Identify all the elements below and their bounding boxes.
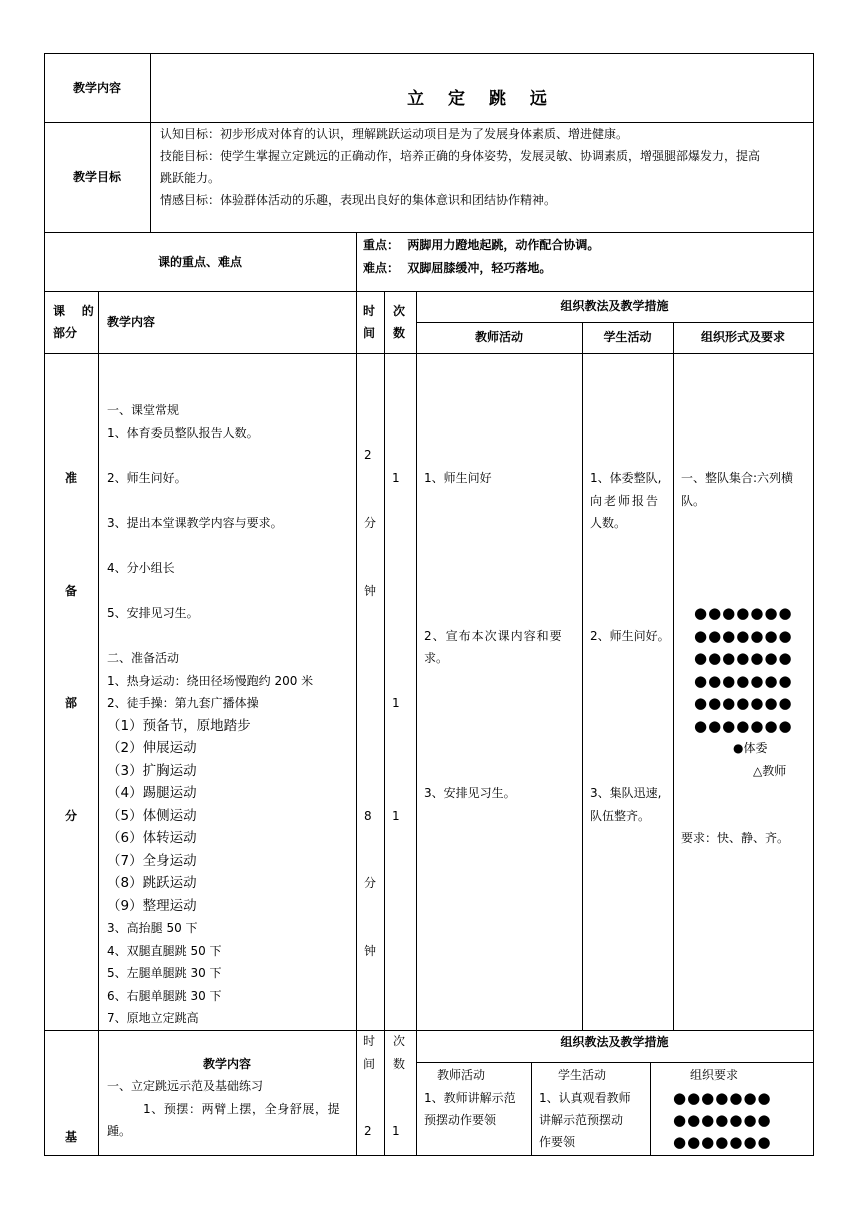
goal-label: 教学目标 bbox=[72, 170, 121, 184]
basic-count-value: 1 bbox=[392, 1124, 400, 1138]
time-unit: 分 bbox=[364, 876, 377, 890]
basic-time-header-1: 时 bbox=[363, 1034, 376, 1048]
formation-row: ●●●●●●● bbox=[694, 717, 793, 735]
basic-teacher-line: 预摆动作要领 bbox=[424, 1113, 497, 1127]
count-value: 1 bbox=[392, 809, 400, 823]
content-line: （7）全身运动 bbox=[107, 853, 197, 869]
basic-time-header-2: 间 bbox=[363, 1057, 376, 1071]
part-header-1: 课 的 bbox=[53, 304, 94, 318]
part-char-basic: 基 bbox=[65, 1130, 78, 1144]
content-line: 3、提出本堂课教学内容与要求。 bbox=[107, 516, 283, 530]
content-line: 5、安排见习生。 bbox=[107, 606, 199, 620]
content-line: 2、徒手操：第九套广播体操 bbox=[107, 696, 259, 710]
content-line: 2、师生问好。 bbox=[107, 471, 187, 485]
basic-content-line: 踵。 bbox=[107, 1124, 132, 1138]
basic-student-header: 学生活动 bbox=[558, 1068, 607, 1082]
part-char-4: 分 bbox=[65, 809, 78, 823]
formation-row: ●●●●●●● bbox=[673, 1111, 772, 1129]
key-point: 重点： 两脚用力蹬地起跳，动作配合协调。 bbox=[363, 238, 600, 252]
basic-teacher-line: 1、教师讲解示范 bbox=[424, 1091, 516, 1105]
monitor-marker: ●体委 bbox=[733, 741, 768, 755]
teacher-activity: 求。 bbox=[424, 651, 449, 665]
basic-count-header-1: 次 bbox=[393, 1034, 406, 1048]
part-header-2: 部分 bbox=[53, 326, 78, 340]
teacher-activity: 3、安排见习生。 bbox=[424, 786, 516, 800]
part-char-1: 准 bbox=[65, 471, 78, 485]
goal-skill-cont: 跳跃能力。 bbox=[160, 171, 221, 185]
content-line: （4）踢腿运动 bbox=[107, 785, 197, 801]
formation-row: ●●●●●●● bbox=[694, 604, 793, 622]
time-unit: 分 bbox=[364, 516, 377, 530]
content-line: 7、原地立定跳高 bbox=[107, 1011, 199, 1025]
basic-teacher-header: 教师活动 bbox=[437, 1068, 486, 1082]
content-line: （3）扩胸运动 bbox=[107, 763, 197, 779]
count-header-2: 数 bbox=[393, 326, 406, 340]
goal-emotional: 情感目标：体验群体活动的乐趣，表现出良好的集体意识和团结协作精神。 bbox=[160, 193, 557, 207]
basic-methods-header: 组织教法及教学措施 bbox=[560, 1035, 669, 1049]
basic-student-line: 讲解示范预摆动 bbox=[539, 1113, 624, 1127]
content-line: （1）预备节，原地踏步 bbox=[107, 718, 251, 734]
content-line: 3、高抬腿 50 下 bbox=[107, 921, 198, 935]
content-line: （2）伸展运动 bbox=[107, 740, 197, 756]
time-value: 8 bbox=[364, 809, 372, 823]
goal-skill: 技能目标：使学生掌握立定跳远的正确动作，培养正确的身体姿势，发展灵敏、协调素质，增强腿部爆发力，提高 bbox=[160, 149, 761, 163]
time-unit: 钟 bbox=[364, 944, 377, 958]
content-line: 1、体育委员整队报告人数。 bbox=[107, 426, 259, 440]
formation-row: ●●●●●●● bbox=[694, 672, 793, 690]
student-activity: 向老师报告 bbox=[590, 494, 661, 508]
content-line: 5、左腿单腿跳 30 下 bbox=[107, 966, 222, 980]
org-line: 队。 bbox=[681, 494, 706, 508]
content-line: 一、课堂常规 bbox=[107, 403, 180, 417]
content-line: 二、准备活动 bbox=[107, 651, 180, 665]
student-activity: 人数。 bbox=[590, 516, 627, 530]
page-title: 立 定 跳 远 bbox=[407, 89, 556, 109]
formation-row: ●●●●●●● bbox=[694, 649, 793, 667]
content-line: 4、分小组长 bbox=[107, 561, 175, 575]
content-line: （6）体转运动 bbox=[107, 830, 197, 846]
teacher-activity: 1、师生问好 bbox=[424, 471, 492, 485]
formation-row: ●●●●●●● bbox=[694, 694, 793, 712]
content-line: 1、热身运动：绕田径场慢跑约 200 米 bbox=[107, 674, 314, 688]
basic-student-line: 1、认真观看教师 bbox=[539, 1091, 631, 1105]
formation-row: ●●●●●●● bbox=[694, 627, 793, 645]
teacher-header: 教师活动 bbox=[474, 330, 523, 344]
basic-time-value: 2 bbox=[364, 1124, 372, 1138]
student-activity: 3、集队迅速, bbox=[590, 786, 662, 800]
student-activity: 队伍整齐。 bbox=[590, 809, 651, 823]
time-header-2: 间 bbox=[363, 326, 376, 340]
basic-content-header: 教学内容 bbox=[202, 1057, 251, 1071]
content-line: （5）体侧运动 bbox=[107, 808, 197, 824]
content-line: （9）整理运动 bbox=[107, 898, 197, 914]
content-line: （8）跳跃运动 bbox=[107, 875, 197, 891]
content-line: 6、右腿单腿跳 30 下 bbox=[107, 989, 222, 1003]
org-header: 组织形式及要求 bbox=[700, 330, 785, 344]
teacher-marker: △教师 bbox=[753, 764, 787, 778]
formation-row: ●●●●●●● bbox=[673, 1089, 772, 1107]
basic-org-header: 组织要求 bbox=[690, 1068, 739, 1082]
student-header: 学生活动 bbox=[603, 330, 652, 344]
student-activity: 2、师生问好。 bbox=[590, 629, 670, 643]
formation-row: ●●●●●●● bbox=[673, 1133, 772, 1151]
count-value: 1 bbox=[392, 471, 400, 485]
time-header-1: 时 bbox=[363, 304, 376, 318]
key-label: 课的重点、难点 bbox=[157, 255, 242, 269]
methods-header: 组织教法及教学措施 bbox=[560, 299, 669, 313]
basic-count-header-2: 数 bbox=[393, 1057, 406, 1071]
content-header: 教学内容 bbox=[107, 315, 156, 329]
count-header-1: 次 bbox=[393, 304, 406, 318]
student-activity: 1、体委整队, bbox=[590, 471, 662, 485]
content-label: 教学内容 bbox=[72, 81, 121, 95]
org-line: 一、整队集合:六列横 bbox=[681, 471, 794, 485]
basic-content-line: 一、立定跳远示范及基础练习 bbox=[107, 1079, 264, 1093]
difficulty-point: 难点： 双脚屈膝缓冲，轻巧落地。 bbox=[363, 261, 552, 275]
goal-cognitive: 认知目标：初步形成对体育的认识，理解跳跃运动项目是为了发展身体素质、增进健康。 bbox=[160, 127, 629, 141]
org-requirement: 要求：快、静、齐。 bbox=[681, 831, 790, 845]
content-line: 4、双腿直腿跳 50 下 bbox=[107, 944, 222, 958]
time-unit: 钟 bbox=[364, 584, 377, 598]
basic-content-line: 1、预摆：两臂上摆，全身舒展，提 bbox=[143, 1102, 341, 1116]
count-value: 1 bbox=[392, 696, 400, 710]
basic-student-line: 作要领 bbox=[539, 1135, 576, 1149]
part-char-3: 部 bbox=[65, 696, 78, 710]
teacher-activity: 2、宣布本次课内容和要 bbox=[424, 629, 563, 643]
time-value: 2 bbox=[364, 448, 372, 462]
part-char-2: 备 bbox=[65, 584, 78, 598]
